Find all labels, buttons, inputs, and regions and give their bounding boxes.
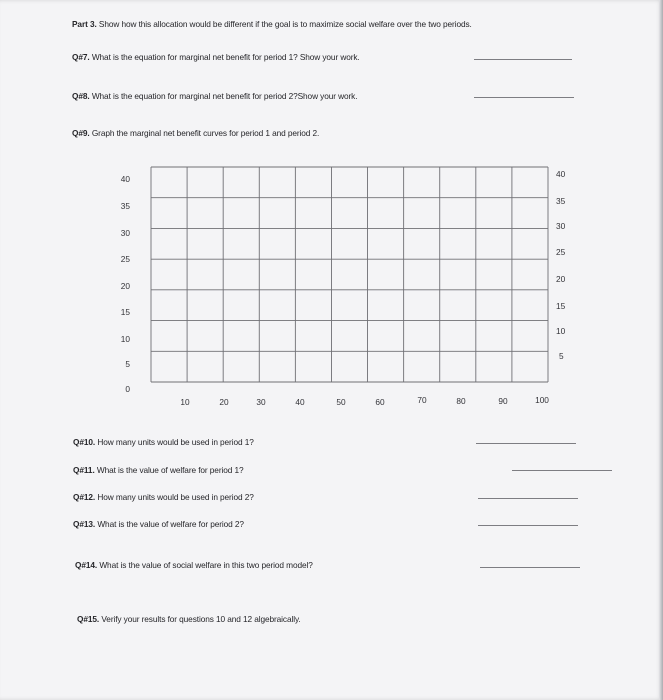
x-tick: 20	[219, 397, 229, 407]
x-tick: 70	[417, 395, 427, 405]
answer-line-q12[interactable]	[478, 498, 578, 499]
x-tick: 50	[336, 397, 346, 407]
question-q11	[73, 465, 243, 475]
y-tick-right: 5	[559, 351, 564, 361]
question-q15	[77, 614, 301, 624]
y-tick-right: 30	[556, 221, 566, 231]
question-number: Q#13.	[73, 519, 96, 529]
answer-line-q14[interactable]	[480, 567, 580, 568]
question-q14	[75, 560, 313, 570]
y-tick-right: 10	[556, 326, 566, 336]
question-number: Q#11.	[73, 465, 95, 475]
y-tick-left: 10	[120, 334, 130, 344]
question-q10	[73, 437, 254, 447]
question-q12	[73, 492, 254, 502]
question-text: How many units would be used in period 1?	[97, 437, 254, 447]
answer-line-q10[interactable]	[476, 443, 576, 444]
answer-line-q11[interactable]	[512, 470, 612, 471]
part3-text: Show how this allocation would be different if the goal is to maximize social welfare over the two periods.	[98, 19, 472, 29]
y-tick-left: 0	[125, 384, 130, 394]
x-tick: 60	[375, 397, 385, 407]
y-tick-right: 40	[556, 169, 566, 179]
y-tick-left: 40	[120, 174, 130, 184]
question-number: Q#7.	[72, 52, 90, 62]
x-tick: 90	[498, 396, 508, 406]
y-tick-left: 35	[120, 201, 130, 211]
y-tick-left: 20	[120, 281, 130, 291]
y-tick-left: 30	[120, 228, 130, 238]
question-text: Graph the marginal net benefit curves for period 1 and period 2.	[91, 128, 320, 138]
question-number: Q#12.	[73, 492, 96, 502]
y-tick-left: 5	[125, 359, 130, 369]
y-tick-right: 35	[556, 196, 566, 206]
question-number: Q#9.	[72, 128, 90, 138]
x-tick: 80	[456, 396, 466, 406]
question-text: How many units would be used in period 2?	[97, 492, 254, 502]
part3-label: Part 3.	[72, 19, 97, 29]
question-number: Q#14.	[75, 560, 98, 570]
x-tick: 30	[256, 397, 266, 407]
question-text: What is the value of welfare for period 1?	[96, 465, 244, 475]
y-tick-right: 15	[556, 301, 566, 311]
question-text: Verify your results for questions 10 and 12 algebraically.	[101, 614, 301, 624]
question-number: Q#10.	[73, 437, 96, 447]
question-text: What is the equation for marginal net benefit for period 1? Show your work.	[91, 52, 360, 62]
x-tick: 100	[535, 395, 549, 405]
answer-line-q13[interactable]	[478, 525, 578, 526]
y-tick-left: 25	[120, 254, 130, 264]
question-number: Q#15.	[77, 614, 100, 624]
y-tick-left: 15	[120, 307, 130, 317]
y-tick-right: 20	[556, 274, 566, 284]
y-tick-right: 25	[556, 247, 566, 257]
question-text: What is the value of welfare for period 2?	[97, 519, 244, 529]
x-tick: 40	[295, 397, 305, 407]
question-q13	[73, 519, 244, 529]
question-text: What is the value of social welfare in this two period model?	[99, 560, 313, 570]
x-tick: 10	[180, 397, 190, 407]
question-number: Q#8.	[72, 91, 90, 101]
question-text: What is the equation for marginal net benefit for period 2?Show your work.	[91, 91, 358, 101]
